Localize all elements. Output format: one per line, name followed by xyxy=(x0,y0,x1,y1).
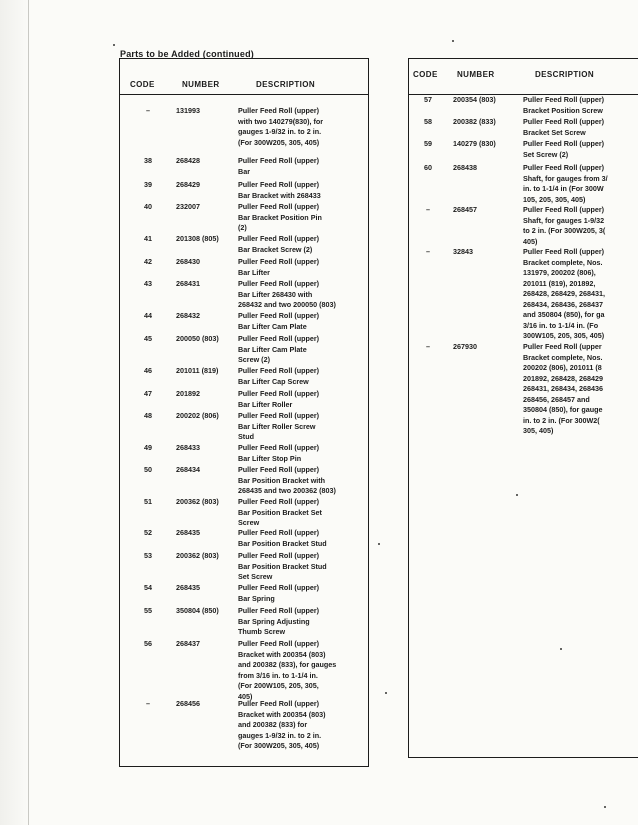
part-code: 43 xyxy=(144,279,152,288)
header-description: DESCRIPTION xyxy=(535,70,595,79)
part-number: 268435 xyxy=(176,583,200,592)
table-header xyxy=(409,59,638,95)
part-description: Puller Feed Roll (upper) Set Screw (2) xyxy=(523,139,605,159)
part-code: 57 xyxy=(424,95,432,104)
part-number: 200362 (803) xyxy=(176,497,219,506)
part-code: – xyxy=(426,342,430,351)
part-description: Puller Feed Roll (upper) Bar Lifter Cam Plate xyxy=(238,311,320,331)
part-description: Puller Feed Roll (upper) Bar Position Bracket Stud Set Screw xyxy=(238,551,327,581)
scan-edge-shadow xyxy=(0,0,30,825)
part-number: 268432 xyxy=(176,311,200,320)
part-number: 268433 xyxy=(176,443,200,452)
parts-table-left xyxy=(119,58,369,767)
part-number: 268430 xyxy=(176,257,200,266)
part-description: Puller Feed Roll (upper) Bar Bracket Position Pin (2) xyxy=(238,202,322,232)
header-number: NUMBER xyxy=(457,70,495,79)
part-description: Puller Feed Roll (upper) Bracket Set Screw xyxy=(523,117,605,137)
part-number: 268438 xyxy=(453,163,477,172)
part-number: 268434 xyxy=(176,465,200,474)
part-description: Puller Feed Roll (upper) Bracket complete, Nos. 131979, 200202 (806), 201011 (819), 201892, 268428, 268429, 268431, 268434, 268436, 268437 and 350804 (850), for ga 3/16 in. to 1-1/4 in. (Fo 300W105, 205, 305, 405) xyxy=(523,247,605,340)
part-number: 232007 xyxy=(176,202,200,211)
part-number: 201892 xyxy=(176,389,200,398)
part-code: 46 xyxy=(144,366,152,375)
part-code: 40 xyxy=(144,202,152,211)
part-description: Puller Feed Roll (upper) Bracket Position Screw xyxy=(523,95,605,115)
part-description: Puller Feed Roll (upper) Bar Lifter xyxy=(238,257,320,277)
part-code: 54 xyxy=(144,583,152,592)
part-description: Puller Feed Roll (upper) Bar Spring Adjusting Thumb Screw xyxy=(238,606,320,636)
part-number: 201011 (819) xyxy=(176,366,219,375)
part-number: 140279 (830) xyxy=(453,139,496,148)
part-description: Puller Feed Roll (upper) Bar Bracket Screw (2) xyxy=(238,234,320,254)
header-code: CODE xyxy=(130,80,155,89)
scan-speck xyxy=(113,44,115,46)
part-code: – xyxy=(146,106,150,115)
part-description: Puller Feed Roll (upper) Bar Position Bracket with 268435 and two 200362 (803) xyxy=(238,465,336,495)
part-code: 52 xyxy=(144,528,152,537)
part-number: 201308 (805) xyxy=(176,234,219,243)
part-description: Puller Feed Roll (upper) with two 140279(830), for gauges 1-9/32 in. to 2 in. (For 300W205, 305, 405) xyxy=(238,106,324,147)
header-number: NUMBER xyxy=(182,80,220,89)
part-number: 268428 xyxy=(176,156,200,165)
part-description: Puller Feed Roll (upper) Bar Position Bracket Stud xyxy=(238,528,327,548)
part-description: Puller Feed Roll (upper) Bar Lifter Cap Screw xyxy=(238,366,320,386)
part-number: 267930 xyxy=(453,342,477,351)
part-number: 268457 xyxy=(453,205,477,214)
part-number: 200354 (803) xyxy=(453,95,496,104)
part-description: Puller Feed Roll (upper) Bar Lifter Roller Screw Stud xyxy=(238,411,320,441)
part-code: 41 xyxy=(144,234,152,243)
part-description: Puller Feed Roll (upper) Bar Spring xyxy=(238,583,320,603)
scan-speck xyxy=(604,806,606,808)
part-description: Puller Feed Roll (upper) Bar Position Bracket Set Screw xyxy=(238,497,322,527)
part-number: 268437 xyxy=(176,639,200,648)
part-code: 55 xyxy=(144,606,152,615)
part-description: Puller Feed Roll (upper) Shaft, for gauges 1-9/32 to 2 in. (For 300W205, 3( 405) xyxy=(523,205,606,246)
part-number: 268431 xyxy=(176,279,200,288)
part-code: 53 xyxy=(144,551,152,560)
part-code: 58 xyxy=(424,117,432,126)
part-code: 47 xyxy=(144,389,152,398)
part-code: 45 xyxy=(144,334,152,343)
part-number: 350804 (850) xyxy=(176,606,219,615)
part-code: 44 xyxy=(144,311,152,320)
scan-speck xyxy=(560,648,562,650)
part-number: 268435 xyxy=(176,528,200,537)
scan-edge-line xyxy=(28,0,29,825)
part-description: Puller Feed Roll (upper) Bar Lifter Cam Plate Screw (2) xyxy=(238,334,320,364)
parts-table-right xyxy=(408,58,638,758)
part-code: 39 xyxy=(144,180,152,189)
part-description: Puller Feed Roll (upper) Bar Lifter Stop Pin xyxy=(238,443,320,463)
part-code: – xyxy=(146,699,150,708)
scan-speck xyxy=(452,40,454,42)
part-description: Puller Feed Roll (upper) Bracket with 200354 (803) and 200382 (833) for gauges 1-9/32 in. to 2 in. (For 300W205, 305, 405) xyxy=(238,699,326,750)
section-title: Parts to be Added (continued) xyxy=(120,49,254,59)
header-description: DESCRIPTION xyxy=(256,80,316,89)
part-number: 131993 xyxy=(176,106,200,115)
part-code: – xyxy=(426,247,430,256)
part-code: 48 xyxy=(144,411,152,420)
part-description: Puller Feed Roll (upper) Bar Lifter 268430 with 268432 and two 200050 (803) xyxy=(238,279,336,309)
table-header xyxy=(120,59,368,95)
part-number: 200202 (806) xyxy=(176,411,219,420)
scan-speck xyxy=(385,692,387,694)
part-code: 50 xyxy=(144,465,152,474)
part-number: 268429 xyxy=(176,180,200,189)
part-number: 268456 xyxy=(176,699,200,708)
scan-speck xyxy=(516,494,518,496)
part-description: Puller Feed Roll (upper) Shaft, for gauges from 3/ in. to 1-1/4 in (For 300W 105, 205, 305, 405) xyxy=(523,163,608,204)
part-code: 51 xyxy=(144,497,152,506)
part-description: Puller Feed Roll (upper) Bar Bracket with 268433 xyxy=(238,180,321,200)
header-code: CODE xyxy=(413,70,438,79)
part-code: 49 xyxy=(144,443,152,452)
part-description: Puller Feed Roll (upper) Bracket with 200354 (803) and 200382 (833), for gauges from 3/16 in. to 1-1/4 in. (For 200W105, 205, 305, 405) xyxy=(238,639,337,701)
part-code: 42 xyxy=(144,257,152,266)
scan-speck xyxy=(378,543,380,545)
part-number: 200382 (833) xyxy=(453,117,496,126)
part-code: 60 xyxy=(424,163,432,172)
part-number: 200362 (803) xyxy=(176,551,219,560)
part-description: Puller Feed Roll (upper Bracket complete, Nos. 200202 (806), 201011 (8 201892, 268428, 268429 268431, 268434, 268436 268456, 268457 and 350804 (850), for gauge in. to 2 in. (For 300W2( 305, 405) xyxy=(523,342,603,435)
part-code: 56 xyxy=(144,639,152,648)
part-code: 59 xyxy=(424,139,432,148)
part-description: Puller Feed Roll (upper) Bar xyxy=(238,156,320,176)
part-number: 32843 xyxy=(453,247,473,256)
part-description: Puller Feed Roll (upper) Bar Lifter Roller xyxy=(238,389,320,409)
part-number: 200050 (803) xyxy=(176,334,219,343)
part-code: – xyxy=(426,205,430,214)
part-code: 38 xyxy=(144,156,152,165)
